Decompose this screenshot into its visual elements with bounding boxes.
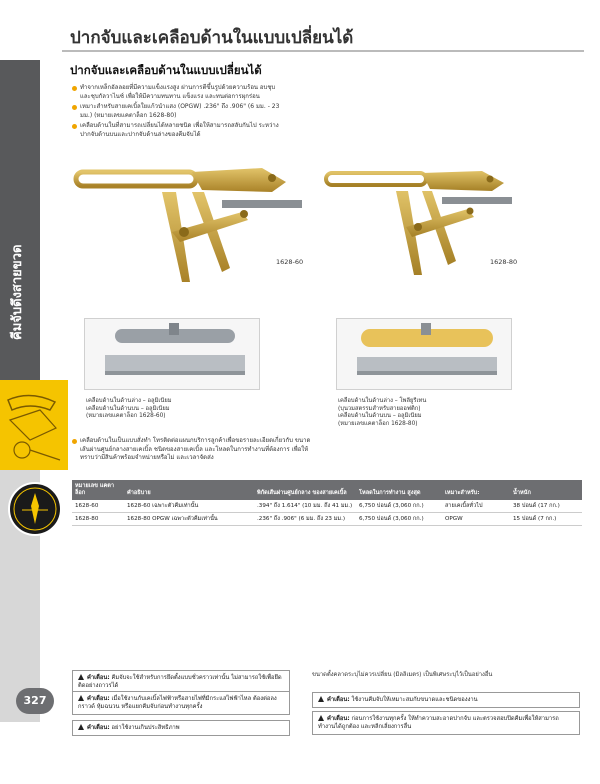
model-label: 1628-80 — [490, 258, 518, 266]
units-note: ขนาดตั้งคลาดระบุไม่ควรเปลี่ยน (มิลลิเมตร) เป็นพิเศษระบุไว้เป็นอย่างอื่น — [312, 672, 493, 678]
custom-order-note: เคลือบด้านในเป็นแบบสั่งทำ โทรติดต่อแผนกบริการลูกค้าเพื่อขอรายละเอียดเกี่ยวกับ ขนาดเส้นผ่านศูนย์กลางสายเคเบิ้ล ชนิดของสายเคเบิ้ล และโหลดในการทำงานที่ต้องการ เพื่อให้ทราบว่ามีสินค้าพร้อมจำหน่ายหรือไม่ และเวลาจัดส่ง — [72, 437, 312, 463]
warning-icon — [318, 696, 324, 702]
jaw-insert-photo-polyurethane — [336, 318, 512, 390]
feature-item: ทำจากเหล็กอัลลอยที่มีความแข็งแรงสูง ผ่านการตีขึ้นรูปด้วยความร้อน อบชุบ และชุบกัลวาไนซ์ เพื่อให้มีความทนทาน แข็งแรง และทนต่อการผุกร่อน — [72, 84, 282, 101]
table-cell: 15 ปอนด์ (7 กก.) — [510, 513, 582, 526]
table-cell: 1628-80 — [72, 513, 124, 526]
warning-box — [72, 691, 290, 715]
column-header: เหมาะสำหรับ: — [442, 480, 510, 500]
title-divider — [62, 50, 584, 52]
table-cell: สายเคเบิ้ลทั่วไป — [442, 500, 510, 513]
warning-label: คำเตือน: — [87, 675, 110, 681]
warning-label: คำเตือน: — [87, 725, 110, 731]
sidebar-category-image — [0, 380, 68, 470]
warning-icon — [78, 674, 84, 680]
aluminum-insert-icon — [85, 319, 261, 391]
table-row — [72, 513, 582, 526]
warning-text: คีมจับจะใช้สำหรับการยึดตั้งแบบชั่วคราวเท่านั้น ไม่สามารถใช้เพื่อยึดติดอย่างถาวรได้ — [78, 675, 282, 689]
product-image-1628-80 — [322, 165, 522, 295]
warning-box — [312, 692, 580, 708]
warning-text: อย่าใช้งานเกินประสิทธิภาพ — [111, 725, 180, 731]
table-row — [72, 500, 582, 513]
jaw-insert-photo-aluminum — [84, 318, 260, 390]
warning-icon — [78, 724, 84, 730]
brand-seal-icon — [10, 484, 60, 534]
column-header: คำอธิบาย — [124, 480, 254, 500]
table-header-row — [72, 480, 582, 500]
sidebar-label: คีมจับดึงสายขวด — [10, 244, 25, 340]
page-number: 327 — [16, 688, 54, 714]
insert-caption-right: เคลือบด้านในด้านล่าง – โพลียูรีเทน (บุนวมสตรรมสำหรับสายออฟติก) เคลือบด้านในด้านบน – อลูมิเนียม (หมายเลขแคตาล็อก 1628-80) — [338, 398, 427, 427]
column-header: โหลดในการทำงาน สูงสุด — [356, 480, 442, 500]
table-cell: 6,750 ปอนด์ (3,060 กก.) — [356, 500, 442, 513]
polyurethane-insert-icon — [337, 319, 513, 391]
warning-label: คำเตือน: — [87, 696, 110, 702]
table-cell: 1628-60 เฉพาะตัวคีมเท่านั้น — [124, 500, 254, 513]
come-along-clamp-icon — [72, 162, 312, 302]
product-image-1628-60 — [72, 162, 312, 302]
warning-box — [72, 720, 290, 736]
feature-item: เคลือบด้านในที่สามารถเปลี่ยนได้หลายชนิด เพื่อให้สามารถสลับกันไป ระหว่างปากจับด้านบนและปากจับด้านล่างของคีมจับได้ — [72, 122, 282, 139]
column-header: น้ำหนัก — [510, 480, 582, 500]
warning-text: ใช้งานคีมจับให้เหมาะสมกับขนาดและชนิดของงาน — [351, 697, 478, 703]
column-header: พิกัดเส้นผ่านศูนย์กลาง ของสายเคเบิ้ล — [254, 480, 356, 500]
feature-item: เหมาะสำหรับสายเคเบิ้ลใยแก้วนำแสง (OPGW) .236" ถึง .906" (6 มม. - 23 มม.) (หมายเลขแคตาล็อก 1628-80) — [72, 103, 282, 120]
warning-icon — [318, 715, 324, 721]
section-title: ปากจับและเคลือบด้านในแบบเปลี่ยนได้ — [70, 63, 262, 77]
table-cell: 1628-60 — [72, 500, 124, 513]
insert-caption-left: เคลือบด้านในด้านล่าง – อลูมิเนียม เคลือบด้านในด้านบน – อลูมิเนียม (หมายเลขแคตาล็อก 1628-60) — [86, 398, 172, 419]
warning-box — [312, 711, 580, 735]
warning-icon — [78, 695, 84, 701]
warning-text: ก่อนการใช้งานทุกครั้ง ให้ทำความสะอาดปากจับ และตรวจสอบปิดคีมเพื่อให้สามารถทำงานได้ถูกต้อง และหลีกเลี่ยงการลื่น — [318, 716, 559, 730]
warning-label: คำเตือน: — [327, 697, 350, 703]
tool-thumbnail-icon — [0, 380, 68, 470]
spec-table — [72, 480, 582, 526]
brand-logo — [8, 482, 62, 536]
table-cell: 1628-80 OPGW เฉพาะตัวคีมเท่านั้น — [124, 513, 254, 526]
table-cell: OPGW — [442, 513, 510, 526]
page-title: ปากจับและเคลือบด้านในแบบเปลี่ยนได้ — [70, 28, 354, 48]
model-label: 1628-60 — [276, 258, 304, 266]
column-header: หมายเลข แคตาล็อก — [72, 480, 124, 500]
table-cell: 6,750 ปอนด์ (3,060 กก.) — [356, 513, 442, 526]
table-cell: .394" ถึง 1.614" (10 มม. ถึง 41 มม.) — [254, 500, 356, 513]
table-cell: 38 ปอนด์ (17 กก.) — [510, 500, 582, 513]
table-cell: .236" ถึง .906" (6 มม. ถึง 23 มม.) — [254, 513, 356, 526]
warning-label: คำเตือน: — [327, 716, 350, 722]
come-along-clamp-icon — [322, 165, 522, 295]
feature-list — [72, 84, 282, 141]
warning-text: เมื่อใช้งานกับเคเบิ้ลไฟฟ้าหรือสายไฟที่มีกระแสไฟฟ้าไหล ต้องต่อลงกราวด์ หุ้มฉนวน หรือแยกคีมจับก่อนทำงานทุกครั้ง — [78, 696, 277, 710]
